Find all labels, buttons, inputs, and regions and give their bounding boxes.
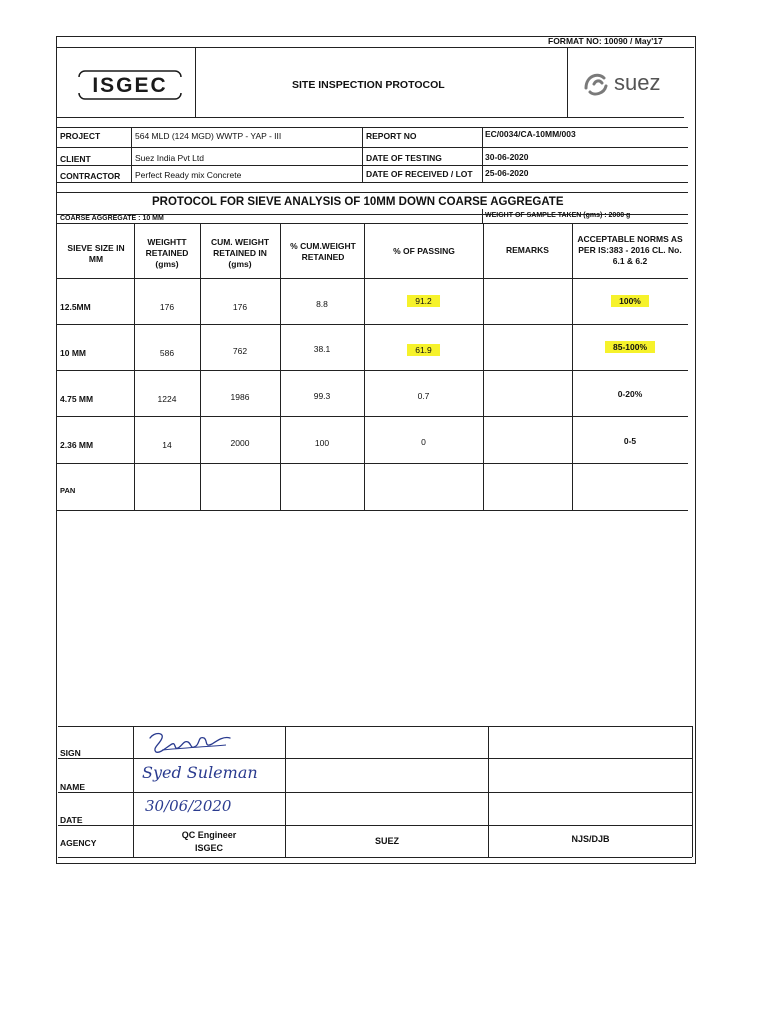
col-remarks: REMARKS [506,245,549,255]
row1-weight: 176 [159,302,175,312]
protocol-title: PROTOCOL FOR SIEVE ANALYSIS OF 10MM DOWN COARSE AGGREGATE [152,196,564,208]
row1-pct-cum: 8.8 [316,299,328,309]
row2-sieve: 10 MM [60,348,86,358]
row4-weight: 14 [162,440,172,450]
row5-sieve: PAN [60,486,76,495]
date-label: DATE [60,815,83,825]
row4-pct-passing: 0 [421,437,426,447]
row1-sieve: 12.5MM [60,302,91,312]
project-label: PROJECT [60,131,101,141]
client-label: CLIENT [60,154,91,164]
row3-pct-passing: 0.7 [417,391,430,401]
sign-label: SIGN [60,748,81,758]
handwritten-name: Syed Suleman [142,763,258,782]
row4-sieve: 2.36 MM [60,440,94,450]
suez-logo [580,62,672,102]
row3-cum-weight: 1986 [230,392,250,402]
date-received-label: DATE OF RECEIVED / LOT [366,169,473,179]
report-no-value: EC/0034/CA-10MM/003 [485,129,576,139]
col-sieve-size: SIEVE SIZE IN MM [67,243,125,264]
row3-norm: 0-20% [617,389,643,399]
row3-pct-cum: 99.3 [313,391,331,401]
name-label: NAME [60,782,86,792]
row4-pct-cum: 100 [314,438,330,448]
row1-cum-weight: 176 [232,302,248,312]
agency-suez: SUEZ [374,836,399,846]
isgec-logo [78,70,182,100]
agency-isgec: ISGEC [194,843,223,853]
row2-pct-passing: 61.9 [407,344,440,356]
date-testing-value: 30-06-2020 [485,152,529,162]
row2-norm: 85-100% [605,341,655,353]
date-received-value: 25-06-2020 [485,168,529,178]
col-acceptable-norms: ACCEPTABLE NORMS AS PER IS:383 - 2016 CL. No. 6.1 & 6.2 [577,234,683,266]
coarse-aggregate-label: COARSE AGGREGATE : 10 MM [60,215,164,222]
agency-label: AGENCY [60,838,97,848]
document-title: SITE INSPECTION PROTOCOL [292,79,445,91]
col-pct-cum-weight: % CUM.WEIGHT RETAINED [290,241,356,262]
date-testing-label: DATE OF TESTING [366,153,442,163]
col-pct-passing: % OF PASSING [393,246,455,256]
agency-qc-engineer: QC Engineer [181,830,237,840]
project-value: 564 MLD (124 MGD) WWTP - YAP - III [135,131,282,141]
row2-cum-weight: 762 [232,346,248,356]
agency-njs-djb: NJS/DJB [571,834,610,844]
contractor-value: Perfect Ready mix Concrete [135,170,242,180]
row1-norm: 100% [611,295,649,307]
col-cum-weight: CUM. WEIGHT RETAINED IN (gms) [210,237,270,269]
row2-pct-cum: 38.1 [313,344,331,354]
row3-sieve: 4.75 MM [60,394,94,404]
contractor-label: CONTRACTOR [60,171,121,181]
col-weight-retained: WEIGHTT RETAINED (gms) [145,237,189,269]
format-number: FORMAT NO: 10090 / May'17 [548,36,663,46]
svg-text:ISGEC: ISGEC [92,74,168,97]
report-no-label: REPORT NO [366,131,417,141]
handwritten-date: 30/06/2020 [145,797,232,815]
svg-text:suez: suez [614,70,661,95]
row1-pct-passing: 91.2 [407,295,440,307]
row3-weight: 1224 [157,394,177,404]
row2-weight: 586 [159,348,175,358]
client-value: Suez India Pvt Ltd [135,153,204,163]
sample-weight-label: WEIGHT OF SAMPLE TAKEN (gms) : 2000 g [485,212,631,219]
row4-cum-weight: 2000 [230,438,250,448]
signature-image [142,728,238,756]
row4-norm: 0-5 [623,436,637,446]
